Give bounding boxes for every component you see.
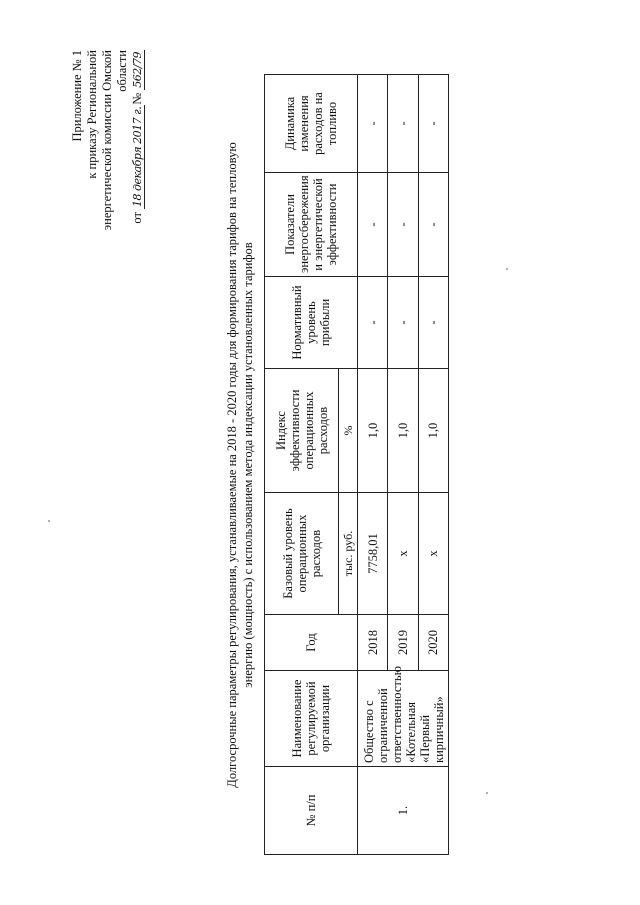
cell-base: х bbox=[418, 493, 448, 615]
header-fuel: Динамика изменения расходов на топливо bbox=[265, 75, 358, 173]
appendix-order-ref: к приказу Региональной bbox=[85, 50, 99, 179]
header-energy: Показатели энергосбережения и энергетической эффективности bbox=[265, 173, 358, 277]
appendix-date-line bbox=[130, 50, 145, 255]
unit-index: % bbox=[339, 369, 358, 493]
cell-base: 7758,01 bbox=[358, 493, 388, 615]
cell-energy: - bbox=[388, 173, 418, 277]
cell-year: 2020 bbox=[418, 615, 448, 671]
organization-name: Общество с ограниченной ответственностью «Котельная «Первый кирпичный» bbox=[358, 671, 449, 767]
header-profit: Нормативный уровень прибыли bbox=[265, 277, 358, 369]
cell-base: х bbox=[388, 493, 418, 615]
cell-year: 2019 bbox=[388, 615, 418, 671]
appendix-block bbox=[70, 50, 145, 255]
header-year: Год bbox=[265, 615, 358, 671]
cell-profit: - bbox=[418, 277, 448, 369]
parameters-table bbox=[264, 74, 449, 855]
table-row bbox=[358, 75, 388, 855]
cell-index: 1,0 bbox=[358, 369, 388, 493]
cell-fuel: - bbox=[358, 75, 388, 173]
header-org: Наименование регулируемой организации bbox=[265, 671, 358, 767]
handwritten-date: 18 декабря 2017 г. bbox=[131, 106, 144, 207]
cell-energy: - bbox=[418, 173, 448, 277]
header-num: № п/п bbox=[265, 767, 358, 855]
unit-base: тыс. руб. bbox=[339, 493, 358, 615]
cell-year: 2018 bbox=[358, 615, 388, 671]
row-number: 1. bbox=[358, 767, 449, 855]
document-heading bbox=[224, 85, 256, 845]
cell-profit: - bbox=[388, 277, 418, 369]
date-prefix: от bbox=[130, 212, 144, 224]
heading-line-1: Долгосрочные параметры регулирования, устанавливаемые на 2018 - 2020 годы для формирования тарифов на тепловую bbox=[225, 142, 239, 788]
cell-fuel: - bbox=[388, 75, 418, 173]
header-base: Базовый уровень операционных расходов bbox=[265, 493, 339, 615]
appendix-title: Приложение № 1 bbox=[70, 50, 84, 142]
cell-energy: - bbox=[358, 173, 388, 277]
cell-fuel: - bbox=[418, 75, 448, 173]
cell-index: 1,0 bbox=[418, 369, 448, 493]
handwritten-number: 562/79 bbox=[131, 52, 144, 88]
cell-index: 1,0 bbox=[388, 369, 418, 493]
appendix-commission: энергетической комиссии Омской области bbox=[100, 50, 129, 231]
header-index: Индекс эффективности операционных расходов bbox=[265, 369, 339, 493]
cell-profit: - bbox=[358, 277, 388, 369]
heading-line-2: энергию (мощность) с использованием метода индексации установленных тарифов bbox=[241, 242, 255, 688]
number-prefix: № bbox=[130, 92, 144, 105]
